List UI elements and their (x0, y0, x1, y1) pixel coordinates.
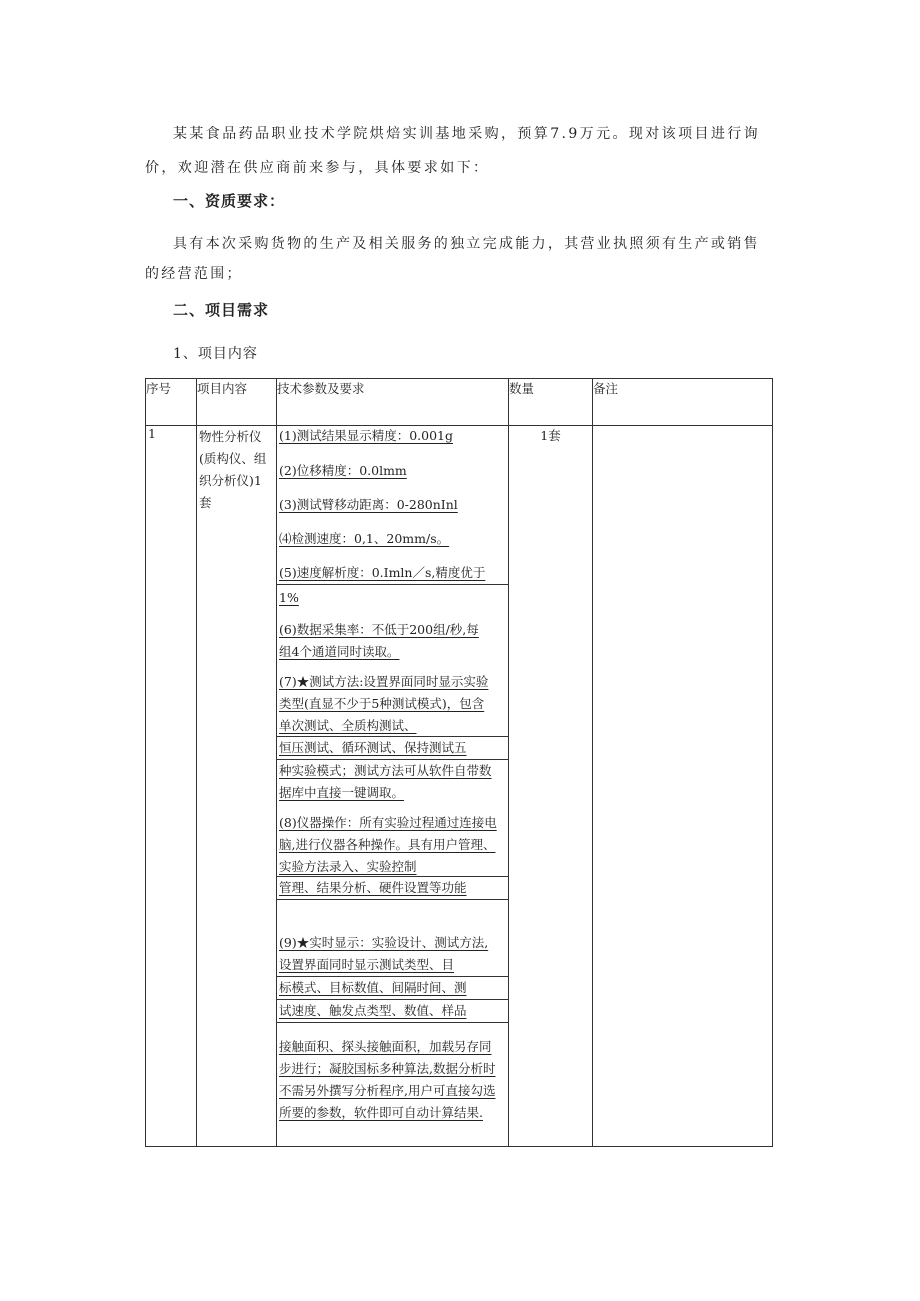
item-name-line: 套 (199, 495, 212, 510)
section-requirements-title: 二、项目需求 (173, 301, 270, 319)
spec-line: 接触面积、探头接触面积，加载另存同 (279, 1039, 492, 1054)
spec-line: 脑,进行仪器各种操作。具有用户管理、 (279, 837, 496, 852)
spec-line: 实验方法录入、实验控制 (279, 859, 417, 874)
spec-line: (6)数据采集率：不低于200组/秒,每 (279, 622, 479, 637)
spec-line: 试速度、触发点类型、数值、样品 (279, 1003, 467, 1018)
spec-line: 种实验模式；测试方法可从软件自带数 (279, 763, 492, 778)
item-name-line: 织分析仪)1 (199, 473, 262, 488)
spec-segment (277, 760, 508, 877)
spec-line: ⑷检测速度：0,1、20mm/s。 (279, 531, 450, 546)
spec-line: (7)★测试方法:设置界面同时显示实验 (279, 674, 489, 689)
qualification-paragraph: 具有本次采购货物的生产及相关服务的独立完成能力，其营业执照须有生产或销售的经营范围； (145, 236, 760, 282)
spec-segment (277, 977, 508, 1000)
row-spec-cell (277, 426, 509, 1147)
spec-line: 类型(直显不少于5种测试模式)，包含 (279, 696, 485, 711)
row-item-name (197, 426, 276, 514)
header-item: 项目内容 (197, 379, 277, 426)
spec-segment (277, 877, 508, 900)
spec-line: (2)位移精度：0.0lmm (279, 463, 407, 478)
spec-segment (277, 1000, 508, 1023)
spec-line: 标模式、目标数值、间隔时间、测 (279, 980, 467, 995)
spec-line: 恒压测试、循环测试、保持测试五 (279, 740, 467, 755)
row-index-cell (146, 426, 197, 1147)
spec-segment (277, 426, 508, 585)
header-index: 序号 (146, 379, 197, 426)
intro-paragraph: 某某食品药品职业技术学院烘焙实训基地采购，预算7.9万元。现对该项目进行询价，欢迎潜在供应商前来参与，具体要求如下： (145, 126, 761, 176)
spec-segment (277, 900, 508, 977)
section-qualification-title: 一、资质要求： (173, 192, 286, 210)
header-quantity: 数量 (509, 379, 593, 426)
row-name-cell (197, 426, 277, 1147)
item-name-line: 物性分析仪 (199, 429, 262, 444)
spec-line: (8)仪器操作：所有实验过程通过连接电 (279, 815, 497, 830)
project-content-subtitle: 1、项目内容 (173, 346, 258, 362)
row-quantity-cell (509, 426, 593, 1147)
spec-cell-spacer (277, 1124, 508, 1146)
spec-segment (277, 737, 508, 760)
spec-line: 设置界面同时显示测试类型、目 (279, 957, 455, 972)
spec-segment (277, 585, 508, 737)
spec-line: (9)★实时显示：实验设计、测试方法, (279, 935, 489, 950)
row-note-cell (593, 426, 773, 1147)
spec-segment (277, 1023, 508, 1146)
spec-table (145, 378, 773, 1147)
spec-line: 1% (279, 590, 299, 605)
spec-table-wrapper (145, 378, 773, 1147)
spec-line: 单次测试、全质构测试、 (279, 718, 417, 733)
spec-line: (3)测试臂移动距离：0-280nInl (279, 497, 458, 512)
header-note: 备注 (593, 379, 773, 426)
spec-line: 所要的参数，软件即可自动计算结果. (279, 1105, 483, 1120)
spec-line: 步进行；凝胶国标多种算法,数据分析时 (279, 1061, 496, 1076)
spec-line: 组4个通道同时读取。 (279, 644, 400, 659)
spec-line: 管理、结果分析、硬件设置等功能 (279, 880, 467, 895)
row-index: 1 (148, 426, 156, 441)
item-name-line: (质构仪、组 (199, 451, 267, 466)
spec-line: 据库中直接一键调取。 (279, 785, 405, 800)
spec-line: 不需另外撰写分析程序,用户可直接勾选 (279, 1083, 496, 1098)
spec-line: (1)测试结果显示精度：0.001g (279, 428, 453, 443)
table-row (146, 426, 773, 1147)
header-spec: 技术参数及要求 (277, 379, 509, 426)
table-header-row (146, 379, 773, 426)
row-quantity: 1套 (540, 428, 561, 443)
spec-line: (5)速度解析度：0.Imln／s,精度优于 (279, 565, 486, 580)
